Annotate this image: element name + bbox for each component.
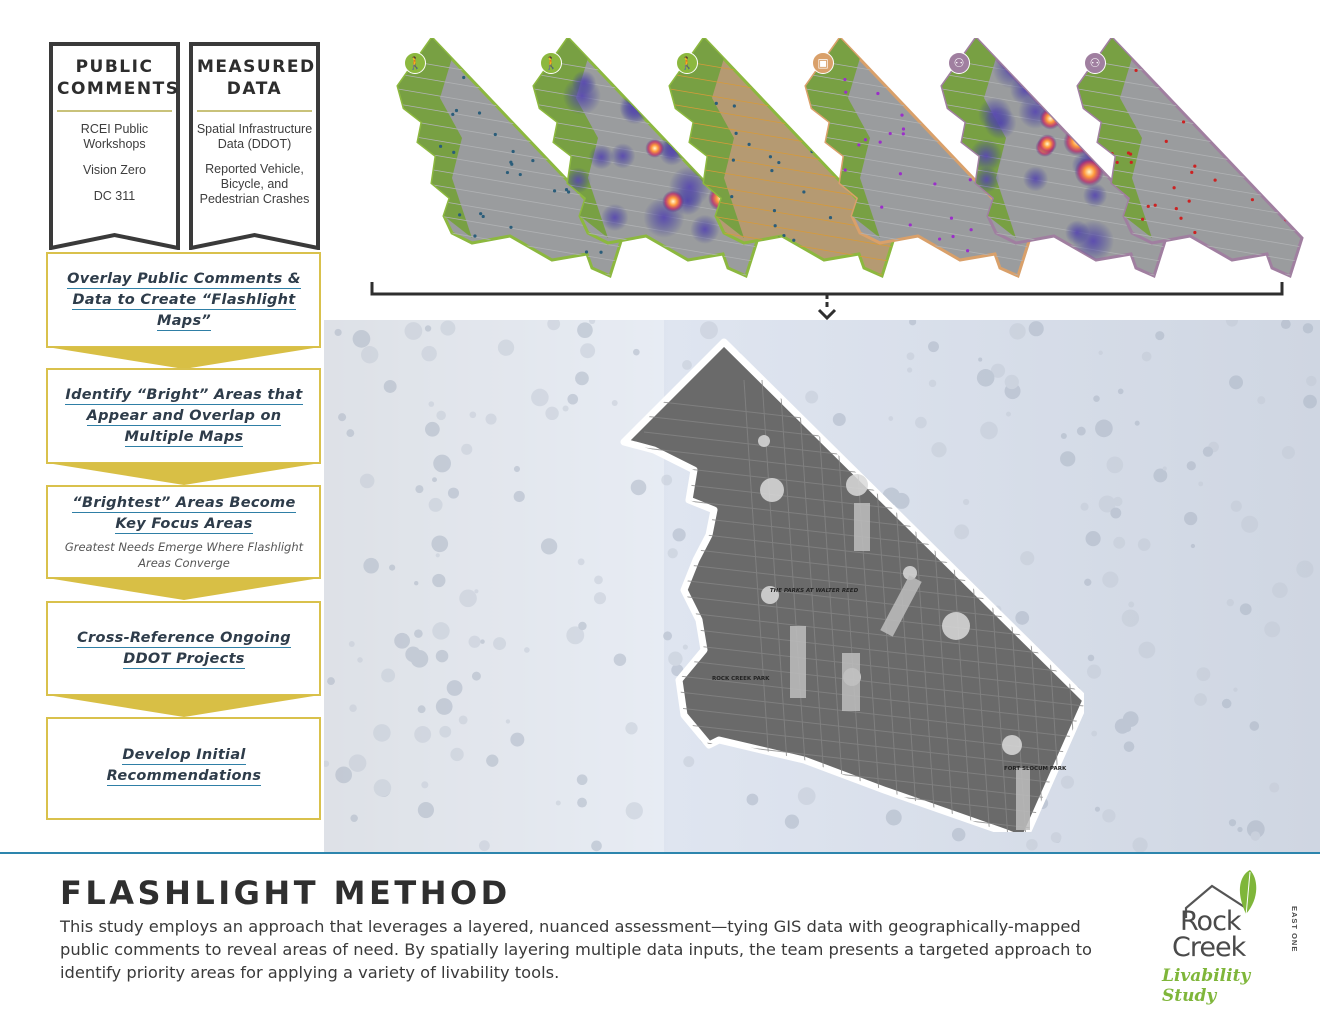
- step-subtitle: Greatest Needs Emerge Where Flashlight Areas Converge: [64, 540, 304, 570]
- source-item: DC 311: [93, 189, 136, 203]
- footer-divider: [0, 852, 1320, 854]
- public-comments-box: [49, 42, 180, 250]
- flashlight-map: [1072, 38, 1308, 287]
- focus-corridor: [842, 653, 860, 711]
- measured-data-divider: [197, 110, 312, 112]
- public-comments-title: PUBLIC COMMENTS: [57, 57, 180, 99]
- source-item: RCEI Public Workshops: [80, 122, 149, 151]
- step-title: Overlay Public Comments & Data to Create “Flashlight Maps”: [67, 271, 301, 329]
- step-title: “Brightest” Areas Become Key Focus Areas: [72, 495, 296, 532]
- focus-spot: [1002, 735, 1022, 755]
- public-comments-divider: [57, 110, 172, 112]
- focus-spot: [846, 474, 868, 496]
- measured-data-title: MEASURED DATA: [197, 57, 316, 99]
- bicycle-icon: ⚇: [948, 52, 970, 74]
- logo-word-creek: Creek: [1172, 932, 1246, 963]
- step-recommendations: [46, 717, 322, 821]
- measured-data-box: [189, 42, 320, 250]
- focus-corridor: [790, 626, 806, 698]
- focus-spot: [758, 435, 770, 447]
- pedestrian-icon: 🚶: [676, 52, 698, 74]
- step-cross-reference: [46, 601, 322, 719]
- focus-corridor: [1016, 768, 1030, 830]
- label-rock-creek: ROCK CREEK PARK: [712, 676, 770, 682]
- ward-boundary: [624, 342, 1084, 832]
- pedestrian-icon: 🚶: [404, 52, 426, 74]
- focus-spot: [942, 612, 970, 640]
- step-title: Identify “Bright” Areas that Appear and Overlap on Multiple Maps: [65, 387, 303, 445]
- source-item: Spatial Infrastructure Data (DDOT): [196, 122, 313, 151]
- page-description: This study employs an approach that leverages a layered, nuanced assessment—tying GIS data with geographically-mapped public comments to reveal areas of need. By spatially layering multiple data inputs, the team presents a targeted approach to identify priority areas for applying a variety of livability tools.: [60, 917, 1092, 982]
- step-identify: [46, 368, 322, 486]
- focus-area-map: [324, 320, 1084, 832]
- focus-corridor: [854, 503, 870, 551]
- bus-icon: ▣: [812, 52, 834, 74]
- bracket-arrow: [366, 280, 1288, 324]
- source-item: Reported Vehicle, Bicycle, and Pedestrian Crashes: [199, 162, 310, 206]
- step-brightest: [46, 485, 322, 603]
- focus-spot: [760, 478, 784, 502]
- rock-creek-logo: [1150, 868, 1300, 1006]
- step-title: Cross-Reference Ongoing DDOT Projects: [77, 630, 291, 667]
- pedestrian-icon: 🚶: [540, 52, 562, 74]
- source-item: Vision Zero: [83, 163, 146, 177]
- logo-east-one: EAST ONE: [1290, 906, 1299, 953]
- bicycle-icon: ⚇: [1084, 52, 1106, 74]
- step-overlay: [46, 252, 322, 370]
- label-park-view: THE PARKS AT WALTER REED: [769, 588, 859, 594]
- page-title: FLASHLIGHT METHOD: [60, 874, 511, 912]
- logo-word-rock: Rock: [1180, 906, 1241, 937]
- step-title: Develop Initial Recommendations: [106, 747, 262, 784]
- logo-script: Livability Study: [1162, 966, 1251, 1006]
- label-fort-slocum: FORT SLOCUM PARK: [1004, 766, 1067, 772]
